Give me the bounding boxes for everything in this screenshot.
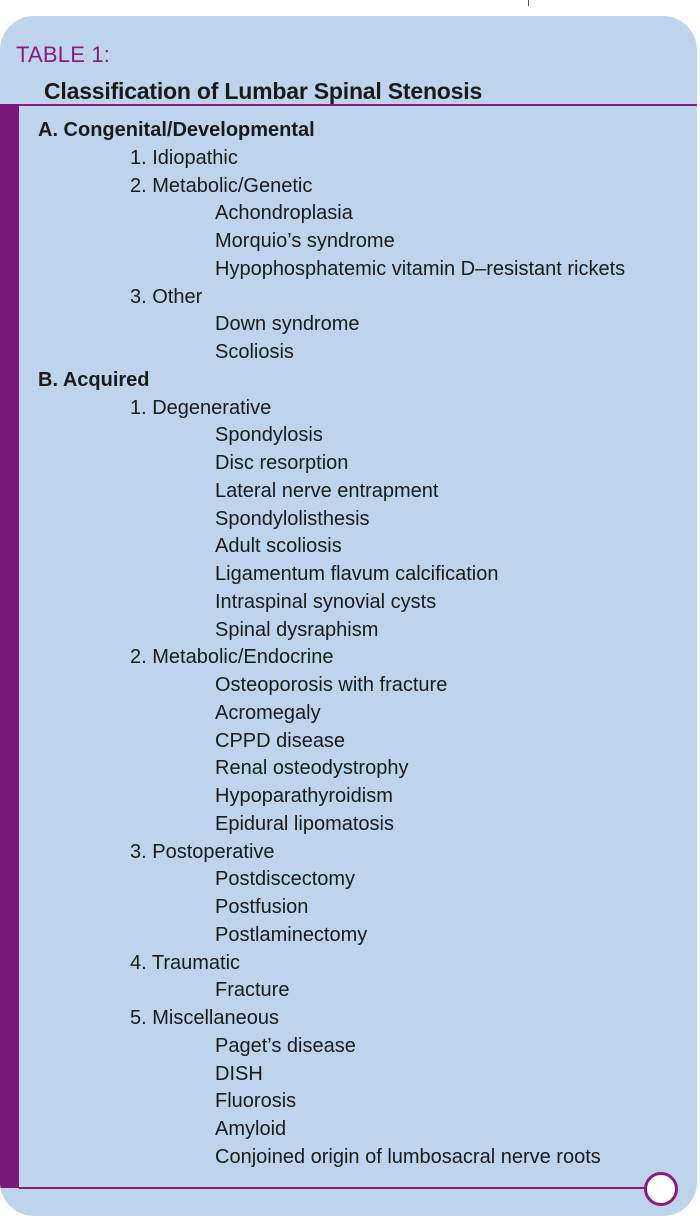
condition-item: Hypoparathyroidism — [215, 785, 393, 807]
condition-item: Postdiscectomy — [215, 868, 356, 891]
bottom-divider — [19, 1187, 659, 1189]
condition-item: Intraspinal synovial cysts — [215, 590, 437, 613]
condition-item: Amyloid — [215, 1118, 287, 1140]
condition-item: Renal osteodystrophy — [215, 757, 409, 780]
condition-item: Spondylosis — [215, 424, 323, 447]
condition-item: Postfusion — [215, 896, 309, 918]
condition-item: Fracture — [215, 979, 290, 1002]
condition-item: Down syndrome — [215, 313, 360, 336]
subcategory-item: 1. Degenerative — [130, 396, 272, 419]
table-panel — [0, 16, 697, 1216]
condition-item: Hypophosphatemic vitamin D–resistant rickets — [215, 257, 626, 280]
subcategory-item: 1. Idiopathic — [130, 146, 238, 169]
subcategory-item: 2. Metabolic/Endocrine — [130, 646, 334, 669]
category-heading: B. Acquired — [38, 368, 150, 391]
condition-item: Achondroplasia — [215, 202, 353, 225]
condition-item: Morquio’s syndrome — [215, 230, 395, 252]
condition-item: Conjoined origin of lumbosacral nerve roots — [215, 1145, 601, 1168]
condition-item: Osteoporosis with fracture — [215, 674, 448, 696]
condition-item: Paget’s disease — [215, 1034, 356, 1057]
condition-item: CPPD disease — [215, 729, 346, 752]
condition-item: Disc resorption — [215, 452, 349, 474]
condition-item: Ligamentum flavum calcification — [215, 563, 499, 585]
condition-item: Fluorosis — [215, 1090, 297, 1113]
condition-item: Spondylolisthesis — [215, 507, 370, 530]
subcategory-item: 5. Miscellaneous — [130, 1007, 279, 1029]
condition-item: Acromegaly — [215, 701, 321, 724]
table-title: Classification of Lumbar Spinal Stenosis — [44, 78, 483, 104]
subcategory-item: 4. Traumatic — [130, 951, 241, 974]
condition-item: Scoliosis — [215, 341, 294, 363]
subcategory-item: 3. Other — [130, 285, 203, 308]
category-heading: A. Congenital/Developmental — [38, 119, 315, 141]
side-accent-bar — [0, 104, 19, 1188]
condition-item: Adult scoliosis — [215, 535, 342, 558]
end-circle-icon — [644, 1172, 678, 1206]
condition-item: Lateral nerve entrapment — [215, 479, 439, 502]
condition-item: Spinal dysraphism — [215, 618, 379, 641]
table-label: TABLE 1: — [16, 42, 111, 67]
condition-item: Epidural lipomatosis — [215, 812, 394, 835]
condition-item: Postlaminectomy — [215, 923, 368, 946]
condition-item: DISH — [215, 1062, 263, 1085]
subcategory-item: 2. Metabolic/Genetic — [130, 174, 313, 197]
page-edge-mark — [528, 0, 529, 6]
title-divider — [0, 104, 697, 106]
subcategory-item: 3. Postoperative — [130, 840, 275, 863]
